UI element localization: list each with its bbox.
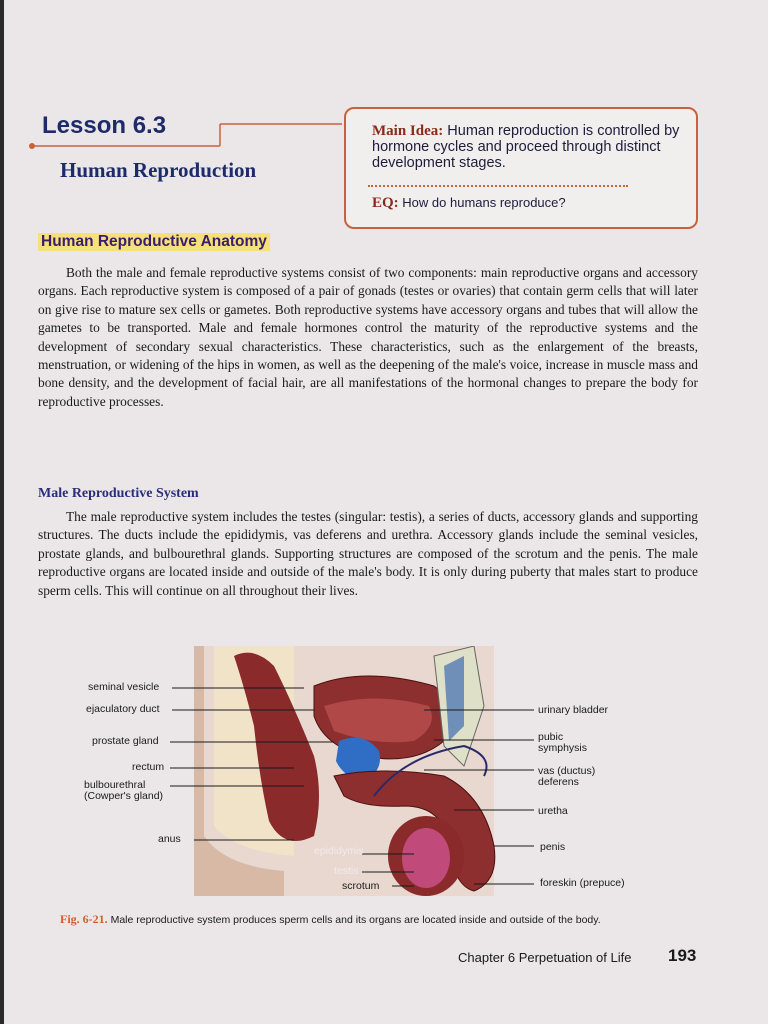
dotted-divider [368, 185, 628, 187]
subsection-paragraph [38, 508, 698, 600]
label-urinary-bladder: urinary bladder [538, 704, 609, 716]
label-scrotum: scrotum [342, 880, 380, 892]
subsection-paragraph-text: The male reproductive system includes the testes (singular: testis), a series of ducts, accessory glands and supporting structures. The ducts include the epididymis, vas deferens and urethra. Accessory glands include the seminal vesicles, prostate glands, and bulbourethral glands. Supporting structures are composed of the scrotum and the penis. The male reproductive organs are located inside and outside of the male's body. It is only during puberty that males start to produce sperm cells. This will continue on all throughout their lives. [38, 509, 698, 598]
label-foreskin: foreskin (prepuce) [540, 877, 625, 889]
label-anus: anus [158, 833, 181, 845]
book-page [4, 0, 768, 1024]
label-vas-deferens: vas (ductus) deferens [538, 765, 596, 788]
label-ejaculatory-duct: ejaculatory duct [86, 703, 160, 715]
subsection-heading: Male Reproductive System [38, 486, 199, 501]
label-penis: penis [540, 841, 566, 853]
label-epididymis: epididymis [314, 845, 364, 857]
label-seminal-vesicle: seminal vesicle [88, 681, 160, 693]
page-number: 193 [668, 946, 697, 965]
main-idea-text: Human reproduction is controlled by hormone cycles and proceed through distinct development stages. [372, 123, 680, 171]
essential-question [372, 195, 566, 212]
label-rectum: rectum [132, 761, 165, 773]
label-prostate-gland: prostate gland [92, 735, 159, 747]
label-testis: testis [334, 865, 359, 877]
figure-caption [60, 912, 601, 927]
lesson-title: Human Reproduction [60, 158, 257, 182]
main-idea [372, 123, 692, 171]
label-bulbourethral: bulbourethral (Cowper's gland) [84, 779, 164, 802]
figure-caption-label: Fig. 6-21. [60, 912, 108, 926]
label-urethra: uretha [538, 805, 568, 817]
section-heading: Human Reproductive Anatomy [38, 233, 270, 251]
eq-text: How do humans reproduce? [402, 195, 566, 210]
section-paragraph-text: Both the male and female reproductive systems consist of two components: main reproductive organs and accessory organs. Each reproductive system is composed of a pair of gonads (testes or ovaries) that contain germ cells that will later on give rise to mature sex cells or gametes. Both reproductive systems have accessory organs and tubes that will allow the gametes to be transported. Male and female hormones control the maturity of the reproductive systems and the development of secondary sexual characteristics. These characteristics, such as the enlargement of the breasts, menstruation, or widening of the hips in women, as well as the deepening of the male's voice, increase in muscle mass and bone density, and the development of facial hair, are all manifestations of the hormonal changes to prepare the body for reproductive processes. [38, 265, 698, 409]
section-paragraph [38, 264, 698, 411]
label-pubic-symphysis: pubic symphysis [538, 731, 588, 754]
main-idea-box [344, 107, 698, 229]
lesson-number: Lesson 6.3 [42, 112, 167, 139]
eq-label: EQ: [372, 195, 399, 211]
figure-caption-text: Male reproductive system produces sperm cells and its organs are located inside and outside of the body. [110, 914, 601, 926]
main-idea-label: Main Idea: [372, 123, 444, 139]
chapter-footer: Chapter 6 Perpetuation of Life [458, 950, 632, 965]
